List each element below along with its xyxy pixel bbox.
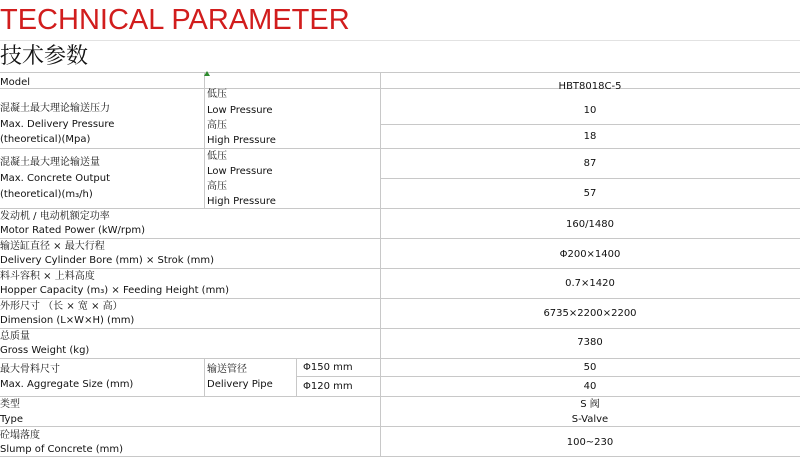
row-divider: [380, 124, 800, 125]
low-pressure-cn: 低压: [207, 89, 227, 100]
model-value: HBT8018C-5: [558, 81, 622, 92]
low-pressure-value: 10: [583, 105, 597, 116]
row-divider: [0, 328, 800, 329]
type-label-cn: 类型: [0, 399, 20, 410]
high-output-cn: 高压: [207, 181, 227, 192]
slump-label-cn: 砼塌落度: [0, 430, 40, 441]
row-divider: [0, 358, 800, 359]
low-output-value: 87: [583, 158, 597, 169]
hopper-label-en: Hopper Capacity (m₃) × Feeding Height (mm): [0, 285, 229, 296]
delivery-pressure-label-cn: 混凝土最大理论输送压力: [0, 103, 110, 114]
slump-label-en: Slump of Concrete (mm): [0, 444, 124, 455]
high-pressure-value: 18: [583, 131, 597, 142]
weight-value: 7380: [577, 337, 603, 348]
weight-label-en: Gross Weight (kg): [0, 345, 90, 356]
row-divider: [0, 238, 800, 239]
slump-value: 100~230: [566, 437, 614, 448]
concrete-output-label-en: Max. Concrete Output: [0, 173, 110, 184]
row-divider: [0, 148, 800, 149]
aggregate-label-cn: 最大骨料尺寸: [0, 364, 60, 375]
row-divider: [296, 376, 800, 377]
pipe-diameter-120: Φ120 mm: [303, 381, 353, 392]
page-title: TECHNICAL PARAMETER: [0, 4, 350, 36]
row-divider: [0, 268, 800, 269]
high-pressure-en: High Pressure: [207, 135, 276, 146]
type-value-en: S-Valve: [571, 414, 609, 425]
motor-power-value: 160/1480: [566, 219, 614, 230]
motor-power-label-en: Motor Rated Power (kW/rpm): [0, 225, 145, 236]
hopper-label-cn: 料斗容积 × 上料高度: [0, 271, 95, 282]
aggregate-label-en: Max. Aggregate Size (mm): [0, 379, 134, 390]
aggregate-value-150: 50: [583, 362, 597, 373]
row-divider: [0, 298, 800, 299]
motor-power-label-cn: 发动机 / 电动机额定功率: [0, 211, 110, 222]
weight-label-cn: 总质量: [0, 331, 30, 342]
page-subtitle: 技术参数: [0, 44, 89, 69]
high-output-en: High Pressure: [207, 196, 276, 207]
table-top-border: [0, 72, 800, 73]
dimension-label-en: Dimension (L×W×H) (mm): [0, 315, 135, 326]
sub-column-divider: [296, 358, 297, 396]
low-pressure-en: Low Pressure: [207, 105, 273, 116]
low-output-en: Low Pressure: [207, 166, 273, 177]
delivery-pipe-label-en: Delivery Pipe: [207, 379, 273, 390]
high-output-value: 57: [583, 188, 597, 199]
title-divider: [0, 40, 800, 41]
concrete-output-unit: (theoretical)(m₃/h): [0, 189, 93, 200]
sub-column-divider: [204, 358, 205, 396]
delivery-pressure-label-en: Max. Delivery Pressure: [0, 119, 115, 130]
row-divider: [0, 426, 800, 427]
dimension-label-cn: 外形尺寸 （长 × 宽 × 高）: [0, 301, 123, 312]
table-bottom-border: [0, 456, 800, 457]
cylinder-label-cn: 输送缸直径 × 最大行程: [0, 241, 105, 252]
model-label: Model: [0, 77, 31, 88]
cylinder-label-en: Delivery Cylinder Bore (mm) × Strok (mm): [0, 255, 215, 266]
low-output-cn: 低压: [207, 151, 227, 162]
row-divider: [0, 396, 800, 397]
high-pressure-cn: 高压: [207, 120, 227, 131]
type-label-en: Type: [0, 414, 23, 425]
cell-marker-icon: [204, 71, 210, 76]
aggregate-value-120: 40: [583, 381, 597, 392]
pipe-diameter-150: Φ150 mm: [303, 362, 353, 373]
row-divider: [380, 178, 800, 179]
sub-column-divider: [204, 72, 205, 208]
row-divider: [0, 208, 800, 209]
hopper-value: 0.7×1420: [565, 278, 615, 289]
type-value-cn: S 阀: [580, 399, 600, 410]
dimension-value: 6735×2200×2200: [543, 308, 637, 319]
delivery-pressure-unit: (theoretical)(Mpa): [0, 134, 91, 145]
delivery-pipe-label-cn: 输送管径: [207, 364, 247, 375]
concrete-output-label-cn: 混凝土最大理论输送量: [0, 157, 100, 168]
cylinder-value: Φ200×1400: [559, 249, 621, 260]
